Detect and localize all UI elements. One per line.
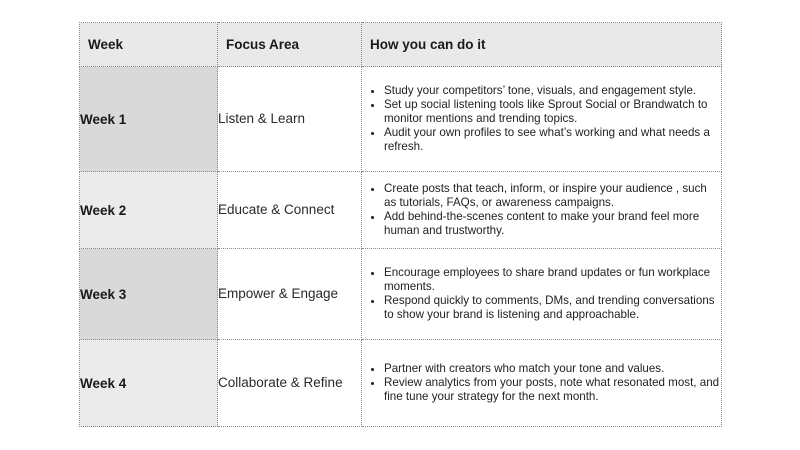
tip-item: • Partner with creators who match your tone and values. (384, 362, 721, 376)
focus-area-cell: Educate & Connect (218, 172, 362, 249)
table-row-week-2 (80, 172, 722, 249)
tip-item: • Respond quickly to comments, DMs, and trending conversations to show your brand is listening and approachable. (384, 294, 721, 322)
tip-item: • Study your competitors’ tone, visuals, and engagement style. (384, 84, 721, 98)
tip-item: • Create posts that teach, inform, or inspire your audience , such as tutorials, FAQs, or awareness campaigns. (384, 182, 721, 210)
tip-item: • Audit your own profiles to see what’s working and what needs a refresh. (384, 126, 721, 154)
header-week: Week (80, 23, 218, 67)
header-how-you-can-do-it: How you can do it (362, 23, 722, 67)
week-cell: Week 4 (80, 340, 218, 427)
tips-list (362, 266, 721, 322)
tips-list (362, 84, 721, 154)
table-header-row (80, 23, 722, 67)
focus-area-cell: Listen & Learn (218, 67, 362, 172)
how-cell (362, 249, 722, 340)
social-media-plan-table (79, 22, 722, 427)
tip-item: • Encourage employees to share brand updates or fun workplace moments. (384, 266, 721, 294)
tip-item: • Review analytics from your posts, note what resonated most, and fine tune your strategy for the next month. (384, 376, 721, 404)
focus-area-cell: Empower & Engage (218, 249, 362, 340)
week-cell: Week 1 (80, 67, 218, 172)
tip-item: • Add behind-the-scenes content to make your brand feel more human and trustworthy. (384, 210, 721, 238)
table-row-week-3 (80, 249, 722, 340)
focus-area-cell: Collaborate & Refine (218, 340, 362, 427)
header-focus-area: Focus Area (218, 23, 362, 67)
how-cell (362, 340, 722, 427)
tips-list (362, 362, 721, 404)
table-row-week-4 (80, 340, 722, 427)
tips-list (362, 182, 721, 238)
tip-item: • Set up social listening tools like Sprout Social or Brandwatch to monitor mentions and trending topics. (384, 98, 721, 126)
table-row-week-1 (80, 67, 722, 172)
how-cell (362, 67, 722, 172)
how-cell (362, 172, 722, 249)
week-cell: Week 3 (80, 249, 218, 340)
week-cell: Week 2 (80, 172, 218, 249)
